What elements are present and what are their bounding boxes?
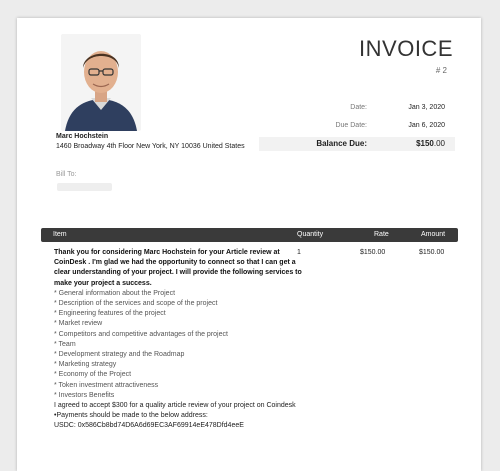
list-item: * Token investment attractiveness <box>54 381 159 389</box>
balance-cents: .00 <box>433 139 445 148</box>
sender-name: Marc Hochstein <box>56 133 109 140</box>
header-amount: Amount <box>421 231 446 238</box>
note-line: I agreed to accept $300 for a quality article review of your project on Coindesk <box>54 402 296 410</box>
list-item: * Engineering features of the project <box>54 310 166 318</box>
list-item: * Marketing strategy <box>54 361 117 369</box>
row-description <box>54 248 304 432</box>
header-rate: Rate <box>374 231 389 238</box>
list-item: * Development strategy and the Roadmap <box>54 351 185 359</box>
list-item: * Investors Benefits <box>54 391 115 399</box>
list-item: * Market review <box>54 320 103 328</box>
row-quantity: 1 <box>297 249 301 256</box>
row-intro: Thank you for considering Marc Hochstein for your Article review at CoinDesk . I'm glad we had the opportunity to connect so that I can get a clear understanding of your project. I will provide the following services to make your project a success. <box>54 249 302 287</box>
due-date-label: Due Date: <box>335 122 367 129</box>
list-item: * Competitors and competitive advantages of the project <box>54 330 228 338</box>
wallet-address: USDC: 0x586Cb8bd74D6A6d69EC3AF69914eE478Dfd4eeE <box>54 422 244 430</box>
header-item: Item <box>53 231 67 238</box>
row-amount: $150.00 <box>419 249 445 256</box>
sender-address: 1460 Broadway 4th Floor New York, NY 10036 United States <box>56 143 245 150</box>
bill-to-redacted <box>57 183 112 191</box>
list-item: * General information about the Project <box>54 289 176 297</box>
list-item: * Description of the services and scope of the project <box>54 300 218 308</box>
sender-photo <box>61 34 141 131</box>
balance-due-label: Balance Due: <box>316 139 367 148</box>
invoice-number: # 2 <box>435 66 447 75</box>
list-item: * Team <box>54 340 76 348</box>
due-date-value: Jan 6, 2020 <box>408 122 445 129</box>
invoice-title: INVOICE <box>359 36 453 61</box>
balance-main: $150 <box>416 139 434 148</box>
invoice-page <box>17 18 481 471</box>
note-line: •Payments should be made to the below address: <box>54 412 208 420</box>
list-item: * Economy of the Project <box>54 371 132 379</box>
table-header <box>41 228 458 242</box>
bill-to-label: Bill To: <box>56 171 77 178</box>
date-label: Date: <box>350 104 367 111</box>
date-value: Jan 3, 2020 <box>408 104 445 111</box>
header-quantity: Quantity <box>297 231 324 238</box>
balance-due-value <box>385 139 445 148</box>
row-rate: $150.00 <box>360 249 386 256</box>
